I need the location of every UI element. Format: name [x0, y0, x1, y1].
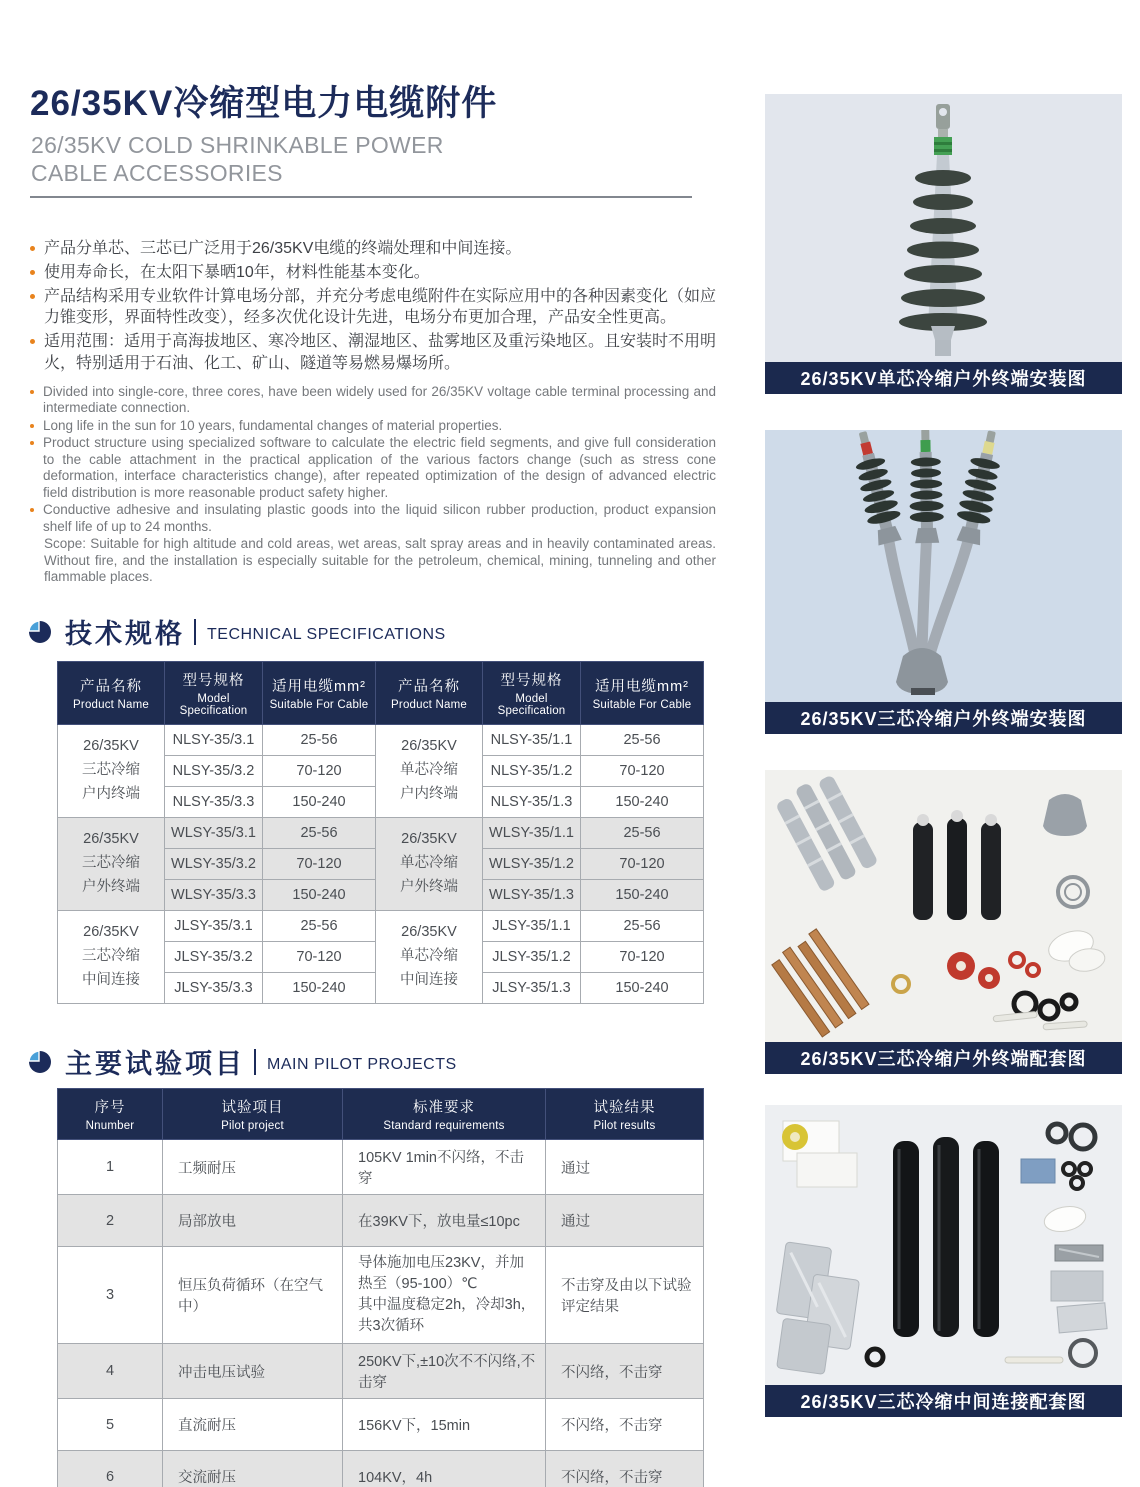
model-cell: NLSY-35/3.3	[165, 787, 263, 818]
cable-cell: 150-240	[581, 973, 704, 1004]
standard-cell: 在39KV下，放电量≤10pc	[343, 1195, 546, 1247]
standard-cell: 250KV下,±10次不不闪络,不击穿	[343, 1344, 546, 1399]
standard-cell: 105KV 1min不闪络，不击穿	[343, 1140, 546, 1195]
joint-kit-photo-illustration	[765, 1105, 1122, 1385]
product-name-cell: 26/35KV 三芯冷缩 户内终端	[58, 725, 165, 818]
cable-cell: 25-56	[263, 725, 376, 756]
features-list-en	[30, 384, 716, 586]
cable-cell: 70-120	[263, 942, 376, 973]
number-cell: 6	[58, 1451, 163, 1487]
title-divider	[30, 196, 692, 198]
cable-cell: 25-56	[263, 911, 376, 942]
column-header: 型号规格 Model Specification	[483, 662, 581, 725]
scope-note: Scope: Suitable for high altitude and cold areas, wet areas, salt spray areas and in heavily contaminated areas. Without fire, and the installation is especially suitable for the petroleum, chemical, mining, tunneling and other flammable places.	[44, 536, 716, 585]
cable-cell: 70-120	[581, 756, 704, 787]
cable-cell: 150-240	[263, 787, 376, 818]
list-item-text: Divided into single-core, three cores, have been widely used for 26/35KV voltage cable terminal processing and intermediate connection.	[43, 384, 716, 416]
model-cell: WLSY-35/1.2	[483, 849, 581, 880]
list-item	[30, 262, 716, 283]
cable-cell: 25-56	[581, 725, 704, 756]
product-name-cell: 26/35KV 单芯冷缩 户内终端	[376, 725, 483, 818]
cable-cell: 70-120	[263, 849, 376, 880]
model-cell: JLSY-35/3.1	[165, 911, 263, 942]
list-item	[30, 435, 716, 501]
spec-group-joint	[58, 911, 704, 1004]
cable-cell: 150-240	[263, 880, 376, 911]
model-cell: NLSY-35/3.2	[165, 756, 263, 787]
section-bullet-icon	[28, 620, 52, 644]
model-cell: JLSY-35/1.1	[483, 911, 581, 942]
column-header: 产品名称 Product Name	[376, 662, 483, 725]
list-item-text: Product structure using specialized software to calculate the electric field segments, and give full consideration to the cable attachment in the practical application of the various factors change (such as stress cone deformation, interface characteristics change), after repeated optimization of the design of advanced electric field distribution is more reasonable product safety higher.	[43, 435, 716, 500]
model-cell: JLSY-35/1.2	[483, 942, 581, 973]
section-header-main-pilot-projects	[28, 1042, 457, 1081]
table-row	[58, 1451, 704, 1487]
project-cell: 局部放电	[163, 1195, 343, 1247]
result-cell: 不闪络，不击穿	[546, 1344, 704, 1399]
cable-cell: 25-56	[581, 911, 704, 942]
column-header: 序号 Nnumber	[58, 1089, 163, 1140]
pilot-projects-table	[57, 1088, 704, 1487]
section-title-en: TECHNICAL SPECIFICATIONS	[207, 625, 446, 643]
column-header: 标准要求 Standard requirements	[343, 1089, 546, 1140]
list-item-text: 适用范围：适用于高海拔地区、寒冷地区、潮湿地区、盐雾地区及重污染地区。且安装时不用明火，特别适用于石油、化工、矿山、隧道等易燃易爆场所。	[44, 333, 717, 372]
figure-caption: 26/35KV三芯冷缩中间连接配套图	[765, 1385, 1122, 1417]
bullet-dot-icon	[30, 270, 35, 275]
figure-caption: 26/35KV三芯冷缩户外终端安装图	[765, 702, 1122, 734]
model-cell: JLSY-35/3.3	[165, 973, 263, 1004]
list-item-text: 使用寿命长，在太阳下暴晒10年，材料性能基本变化。	[44, 264, 430, 282]
bullet-dot-icon	[30, 246, 35, 251]
result-cell: 通过	[546, 1140, 704, 1195]
column-header: 产品名称 Product Name	[58, 662, 165, 725]
model-cell: NLSY-35/1.3	[483, 787, 581, 818]
table-header-row	[58, 1089, 704, 1140]
figure-caption: 26/35KV三芯冷缩户外终端配套图	[765, 1042, 1122, 1074]
table-row	[58, 1344, 704, 1399]
table-header-row	[58, 662, 704, 725]
project-cell: 交流耐压	[163, 1451, 343, 1487]
list-item	[30, 286, 716, 328]
column-header: 型号规格 Model Specification	[165, 662, 263, 725]
model-cell: WLSY-35/3.1	[165, 818, 263, 849]
cable-cell: 25-56	[581, 818, 704, 849]
standard-cell: 导体施加电压23KV，并加热至（95-100）℃ 其中温度稳定2h，冷却3h，共3次循环	[343, 1247, 546, 1344]
list-item-text: 产品分单芯、三芯已广泛用于26/35KV电缆的终端处理和中间连接。	[44, 240, 522, 257]
list-item-text: Long life in the sun for 10 years, fundamental changes of material properties.	[43, 417, 503, 433]
three-core-termination-photo-illustration	[765, 430, 1122, 702]
product-name-cell: 26/35KV 单芯冷缩 户外终端	[376, 818, 483, 911]
result-cell: 通过	[546, 1195, 704, 1247]
result-cell: 不闪络，不击穿	[546, 1451, 704, 1487]
cable-cell: 70-120	[581, 849, 704, 880]
column-header: 试验结果 Pilot results	[546, 1089, 704, 1140]
figure-caption: 26/35KV单芯冷缩户外终端安装图	[765, 362, 1122, 394]
list-item	[30, 331, 716, 373]
table-row	[58, 911, 704, 942]
model-cell: WLSY-35/3.3	[165, 880, 263, 911]
bullet-dot-icon	[30, 294, 35, 299]
number-cell: 1	[58, 1140, 163, 1195]
project-cell: 恒压负荷循环（在空气中）	[163, 1247, 343, 1344]
table-row	[58, 818, 704, 849]
figure-three-core-termination	[765, 430, 1122, 734]
section-header-technical-specifications	[28, 612, 446, 651]
project-cell: 工频耐压	[163, 1140, 343, 1195]
model-cell: NLSY-35/1.2	[483, 756, 581, 787]
subtitle-line-2: CABLE ACCESSORIES	[31, 160, 283, 187]
model-cell: JLSY-35/3.2	[165, 942, 263, 973]
project-cell: 直流耐压	[163, 1399, 343, 1451]
section-title-zh: 主要试验项目	[65, 1049, 245, 1079]
result-cell: 不闪络，不击穿	[546, 1399, 704, 1451]
section-title-divider	[194, 619, 196, 645]
product-name-cell: 26/35KV 单芯冷缩 中间连接	[376, 911, 483, 1004]
number-cell: 5	[58, 1399, 163, 1451]
model-cell: WLSY-35/1.1	[483, 818, 581, 849]
model-cell: NLSY-35/1.1	[483, 725, 581, 756]
spec-group-outdoor	[58, 818, 704, 911]
spec-group-indoor	[58, 725, 704, 818]
product-name-cell: 26/35KV 三芯冷缩 中间连接	[58, 911, 165, 1004]
model-cell: NLSY-35/3.1	[165, 725, 263, 756]
section-bullet-icon	[28, 1050, 52, 1074]
technical-specifications-table	[57, 661, 704, 1004]
figure-termination-kit	[765, 770, 1122, 1074]
cable-cell: 25-56	[263, 818, 376, 849]
standard-cell: 156KV下，15min	[343, 1399, 546, 1451]
section-title-divider	[254, 1049, 256, 1075]
page-title: 26/35KV冷缩型电力电缆附件	[30, 84, 498, 123]
table-row	[58, 1399, 704, 1451]
list-item	[30, 418, 716, 434]
cable-cell: 70-120	[263, 756, 376, 787]
column-header: 适用电缆mm² Suitable For Cable	[263, 662, 376, 725]
subtitle-line-1: 26/35KV COLD SHRINKABLE POWER	[31, 132, 444, 158]
section-title-en: MAIN PILOT PROJECTS	[267, 1055, 457, 1073]
list-item	[30, 502, 716, 535]
table-row	[58, 1195, 704, 1247]
list-item-text: Conductive adhesive and insulating plastic goods into the liquid silicon rubber production, product expansion shelf life of up to 24 months.	[43, 502, 716, 534]
bullet-dot-icon	[30, 339, 35, 344]
column-header: 试验项目 Pilot project	[163, 1089, 343, 1140]
bullet-dot-icon	[30, 441, 34, 445]
model-cell: JLSY-35/1.3	[483, 973, 581, 1004]
figure-single-core-termination	[765, 94, 1122, 394]
section-title-zh: 技术规格	[65, 619, 185, 649]
cable-cell: 150-240	[263, 973, 376, 1004]
column-header: 适用电缆mm² Suitable For Cable	[581, 662, 704, 725]
bullet-dot-icon	[30, 424, 34, 428]
bullet-dot-icon	[30, 508, 34, 512]
list-item	[30, 238, 716, 259]
product-name-cell: 26/35KV 三芯冷缩 户外终端	[58, 818, 165, 911]
cable-cell: 70-120	[581, 942, 704, 973]
number-cell: 2	[58, 1195, 163, 1247]
table-row	[58, 1247, 704, 1344]
cable-cell: 150-240	[581, 880, 704, 911]
number-cell: 3	[58, 1247, 163, 1344]
model-cell: WLSY-35/3.2	[165, 849, 263, 880]
list-item-text: 产品结构采用专业软件计算电场分部，并充分考虑电缆附件在实际应用中的各种因素变化（如应力锥变形，界面特性改变），经多次优化设计先进，电场分布更加合理，产品安全性更高。	[44, 288, 717, 327]
features-list-zh	[30, 238, 716, 377]
standard-cell: 104KV，4h	[343, 1451, 546, 1487]
number-cell: 4	[58, 1344, 163, 1399]
bullet-dot-icon	[30, 390, 34, 394]
cable-cell: 150-240	[581, 787, 704, 818]
list-item	[30, 384, 716, 417]
result-cell: 不击穿及由以下试验评定结果	[546, 1247, 704, 1344]
page-subtitle	[31, 131, 444, 187]
project-cell: 冲击电压试验	[163, 1344, 343, 1399]
single-core-termination-photo-illustration	[765, 94, 1122, 362]
figure-joint-kit	[765, 1105, 1122, 1417]
termination-kit-photo-illustration	[765, 770, 1122, 1042]
model-cell: WLSY-35/1.3	[483, 880, 581, 911]
table-row	[58, 725, 704, 756]
table-row	[58, 1140, 704, 1195]
